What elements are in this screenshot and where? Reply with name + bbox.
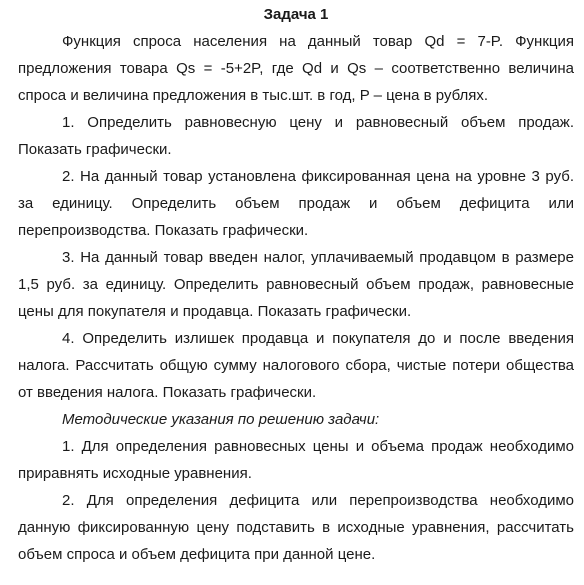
paragraph-task-3: 3. На данный товар введен налог, уплачиваемый продавцом в размере 1,5 руб. за единицу. Определить равновесный объем продаж, равновесные цены для покупателя и продавца. Показать графически. <box>18 249 574 320</box>
paragraph-task-2: 2. На данный товар установлена фиксированная цена на уровне 3 руб. за единицу. Определить объем продаж и объем дефицита или перепроизводства. Показать графически. <box>18 168 574 239</box>
paragraph-task-4: 4. Определить излишек продавца и покупателя до и после введения налога. Рассчитать общую сумму налогового сбора, чистые потери общества от введения налога. Показать графически. <box>18 330 574 401</box>
document-title: Задача 1 <box>263 6 329 23</box>
paragraph-instruction-1: 1. Для определения равновесных цены и объема продаж необходимо приравнять исходные уравнения. <box>18 438 574 482</box>
paragraph-instruction-2: 2. Для определения дефицита или перепроизводства необходимо данную фиксированную цену подставить в исходные уравнения, рассчитать объем спроса и объем дефицита при данной цене. <box>18 492 574 563</box>
methodical-heading: Методические указания по решению задачи: <box>62 411 380 428</box>
paragraph-task-1: 1. Определить равновесную цену и равновесный объем продаж. Показать графически. <box>18 114 574 158</box>
paragraph-intro: Функция спроса населения на данный товар Qd = 7-P. Функция предложения товара Qs = -5+2P, где Qd и Qs – соответственно величина спроса и величина предложения в тыс.шт. в год, P – цена в рублях. <box>18 33 574 104</box>
